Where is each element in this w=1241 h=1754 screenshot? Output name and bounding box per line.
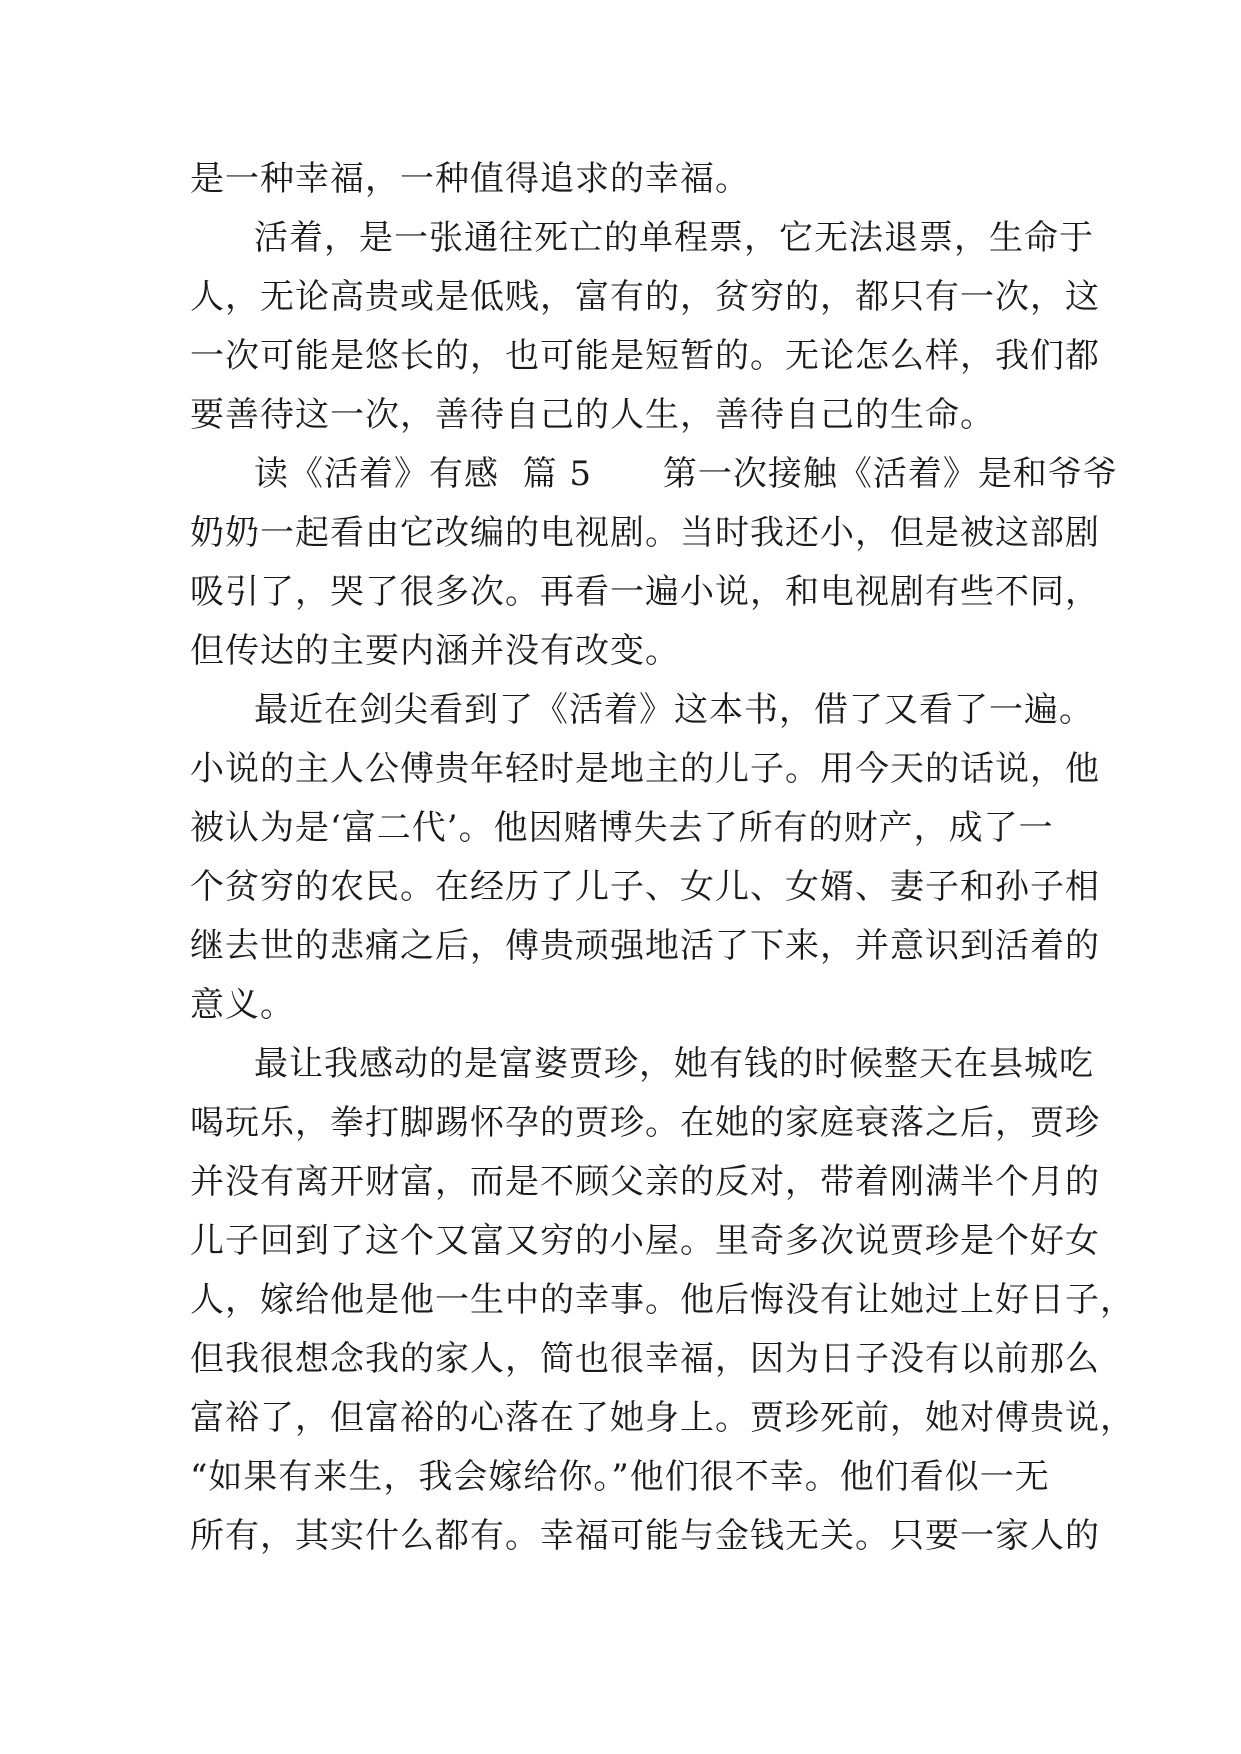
text-line-11: 小说的主人公傅贵年轻时是地主的儿子。用今天的话说，他 bbox=[190, 749, 1100, 789]
text-line-13: 个贫穷的农民。在经历了儿子、女儿、女婿、妻子和孙子相 bbox=[190, 867, 1100, 907]
text-line-17: 喝玩乐，拳打脚踢怀孕的贾珍。在她的家庭衰落之后，贾珍 bbox=[190, 1103, 1100, 1143]
text-line-22: 富裕了，但富裕的心落在了她身上。贾珍死前，她对傅贵说， bbox=[190, 1398, 1135, 1438]
text-line-18: 并没有离开财富，而是不顾父亲的反对，带着刚满半个月的 bbox=[190, 1162, 1100, 1202]
text-line-1: 是一种幸福，一种值得追求的幸福。 bbox=[190, 159, 750, 199]
text-line-19: 儿子回到了这个又富又穷的小屋。里奇多次说贾珍是个好女 bbox=[190, 1221, 1100, 1261]
text-line-5: 要善待这一次，善待自己的人生，善待自己的生命。 bbox=[190, 395, 995, 435]
body-text bbox=[190, 150, 1135, 1566]
text-line-9: 但传达的主要内涵并没有改变。 bbox=[190, 631, 680, 671]
text-line-20: 人，嫁给他是他一生中的幸事。他后悔没有让她过上好日子， bbox=[190, 1280, 1135, 1320]
text-line-7: 奶奶一起看由它改编的电视剧。当时我还小，但是被这部剧 bbox=[190, 513, 1100, 553]
text-line-10: 最近在剑尖看到了《活着》这本书，借了又看了一遍。 bbox=[254, 690, 1094, 730]
text-line-2: 活着，是一张通往死亡的单程票，它无法退票，生命于 bbox=[254, 218, 1094, 258]
text-line-15: 意义。 bbox=[190, 985, 295, 1025]
text-line-12: 被认为是‘富二代’。他因赌博失去了所有的财产，成了一 bbox=[190, 808, 1054, 848]
text-line-3: 人，无论高贵或是低贱，富有的，贫穷的，都只有一次，这 bbox=[190, 277, 1100, 317]
text-line-23: “如果有来生，我会嫁给你。”他们很不幸。他们看似一无 bbox=[190, 1457, 1050, 1497]
text-line-24: 所有，其实什么都有。幸福可能与金钱无关。只要一家人的 bbox=[190, 1516, 1100, 1556]
text-line-8: 吸引了，哭了很多次。再看一遍小说，和电视剧有些不同， bbox=[190, 572, 1100, 612]
text-line-16: 最让我感动的是富婆贾珍，她有钱的时候整天在县城吃 bbox=[254, 1044, 1094, 1084]
section-heading-line: 读《活着》有感 篇 5 第一次接触《活着》是和爷爷 bbox=[254, 454, 1118, 494]
text-line-21: 但我很想念我的家人，简也很幸福，因为日子没有以前那么 bbox=[190, 1339, 1100, 1379]
text-line-14: 继去世的悲痛之后，傅贵顽强地活了下来，并意识到活着的 bbox=[190, 926, 1100, 966]
text-line-4: 一次可能是悠长的，也可能是短暂的。无论怎么样，我们都 bbox=[190, 336, 1100, 376]
